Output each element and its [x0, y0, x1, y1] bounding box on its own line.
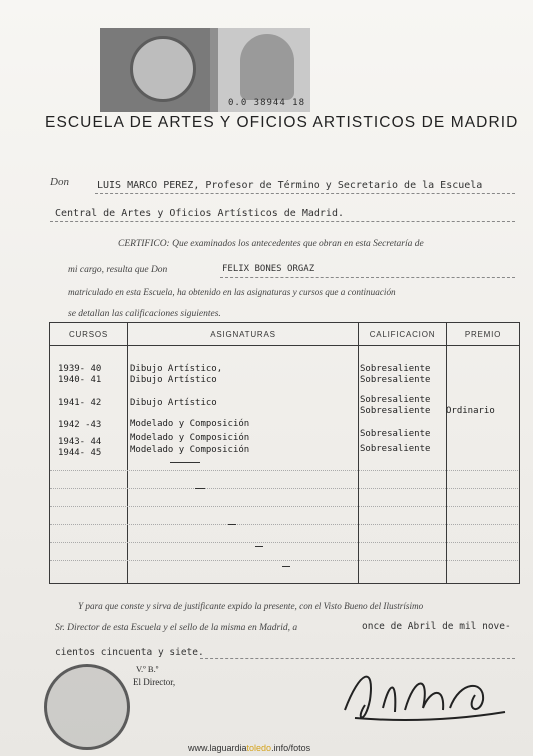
premio-column [447, 346, 520, 584]
row-curso: 1941- 42 [58, 398, 102, 408]
row-calificacion: Sobresaliente [360, 406, 431, 416]
table-rule [50, 470, 518, 471]
header-premio: PREMIO [447, 323, 520, 346]
table-rule [50, 560, 518, 561]
school-seal-icon [44, 664, 130, 750]
don-label: Don [50, 176, 69, 188]
header-asignaturas: ASIGNATURAS [128, 323, 359, 346]
certifico-line3: matriculado en esta Escuela, ha obtenido en las asignaturas y cursos que a continuación [68, 287, 396, 297]
row-curso: 1940- 41 [58, 375, 102, 385]
header-calificacion: CALIFICACION [359, 323, 447, 346]
intro-line2: Central de Artes y Oficios Artísticos de Madrid. [55, 208, 344, 219]
footer-url-post: .info/fotos [271, 743, 311, 753]
row-curso: 1943- 44 [58, 437, 102, 447]
certifico-line4: se detallan las calificaciones siguientes. [68, 309, 221, 319]
intro-underline-1 [95, 193, 515, 194]
row-calificacion: Sobresaliente [360, 444, 431, 454]
table-rule [50, 488, 518, 489]
stamp-number: 0.0 38944 18 [228, 98, 306, 108]
row-premio: Ordinario [446, 406, 495, 416]
closing-underline [200, 658, 515, 659]
row-curso: 1944- 45 [58, 448, 102, 458]
row-calificacion: Sobresaliente [360, 429, 431, 439]
row-asignatura: Dibujo Artístico [130, 375, 217, 385]
revenue-stamps [100, 28, 310, 112]
row-calificacion: Sobresaliente [360, 375, 431, 385]
page-title: ESCUELA DE ARTES Y OFICIOS ARTISTICOS DE MADRID [45, 114, 519, 131]
dash-mark [228, 524, 236, 525]
certifico-line2-pre: mi cargo, resulta que Don [68, 265, 168, 275]
vb-label: V.º B.º [136, 664, 159, 674]
footer-url [188, 743, 310, 753]
row-asignatura: Dibujo Artístico [130, 398, 217, 408]
stamp-figure-icon [240, 34, 294, 100]
row-asignatura: Dibujo Artístico, [130, 364, 223, 374]
grades-table [49, 322, 520, 584]
row-curso: 1939- 40 [58, 364, 102, 374]
closing-line1: Y para que conste y sirva de justificante expido la presente, con el Visto Bueno del Ilustrísimo [78, 601, 424, 611]
row-curso: 1942 -43 [58, 420, 102, 430]
dash-mark [170, 462, 200, 463]
closing-line2-pre: Sr. Director de esta Escuela y el sello de la misma en Madrid, a [55, 623, 298, 633]
row-asignatura: Modelado y Composición [130, 445, 250, 455]
row-calificacion: Sobresaliente [360, 395, 431, 405]
director-label: El Director, [133, 677, 176, 687]
dash-mark [282, 566, 290, 567]
table-rule [50, 524, 518, 525]
table-rule [50, 542, 518, 543]
header-cursos: CURSOS [50, 323, 128, 346]
closing-date-2: cientos cincuenta y siete. [55, 647, 204, 658]
footer-url-pre: www.laguardia [188, 743, 247, 753]
student-name: FELIX BONES ORGAZ [222, 264, 315, 274]
closing-date-1: once de Abril de mil nove- [362, 621, 511, 632]
table-header-row [50, 323, 520, 346]
footer-url-highlight: toledo [246, 743, 272, 753]
table-body [50, 346, 520, 584]
row-asignatura: Modelado y Composición [130, 419, 250, 429]
dash-mark [255, 546, 263, 547]
student-underline [220, 277, 515, 278]
certifico-line1: CERTIFICO: Que examinados los antecedentes que obran en esta Secretaría de [118, 239, 424, 249]
table-rule [50, 506, 518, 507]
dash-mark [195, 488, 205, 489]
signature-icon [335, 660, 515, 732]
row-calificacion: Sobresaliente [360, 364, 431, 374]
stamp-emblem-icon [130, 36, 196, 102]
intro-line1: LUIS MARCO PEREZ, Profesor de Término y Secretario de la Escuela [97, 180, 483, 191]
row-asignatura: Modelado y Composición [130, 433, 250, 443]
intro-underline-2 [50, 221, 515, 222]
